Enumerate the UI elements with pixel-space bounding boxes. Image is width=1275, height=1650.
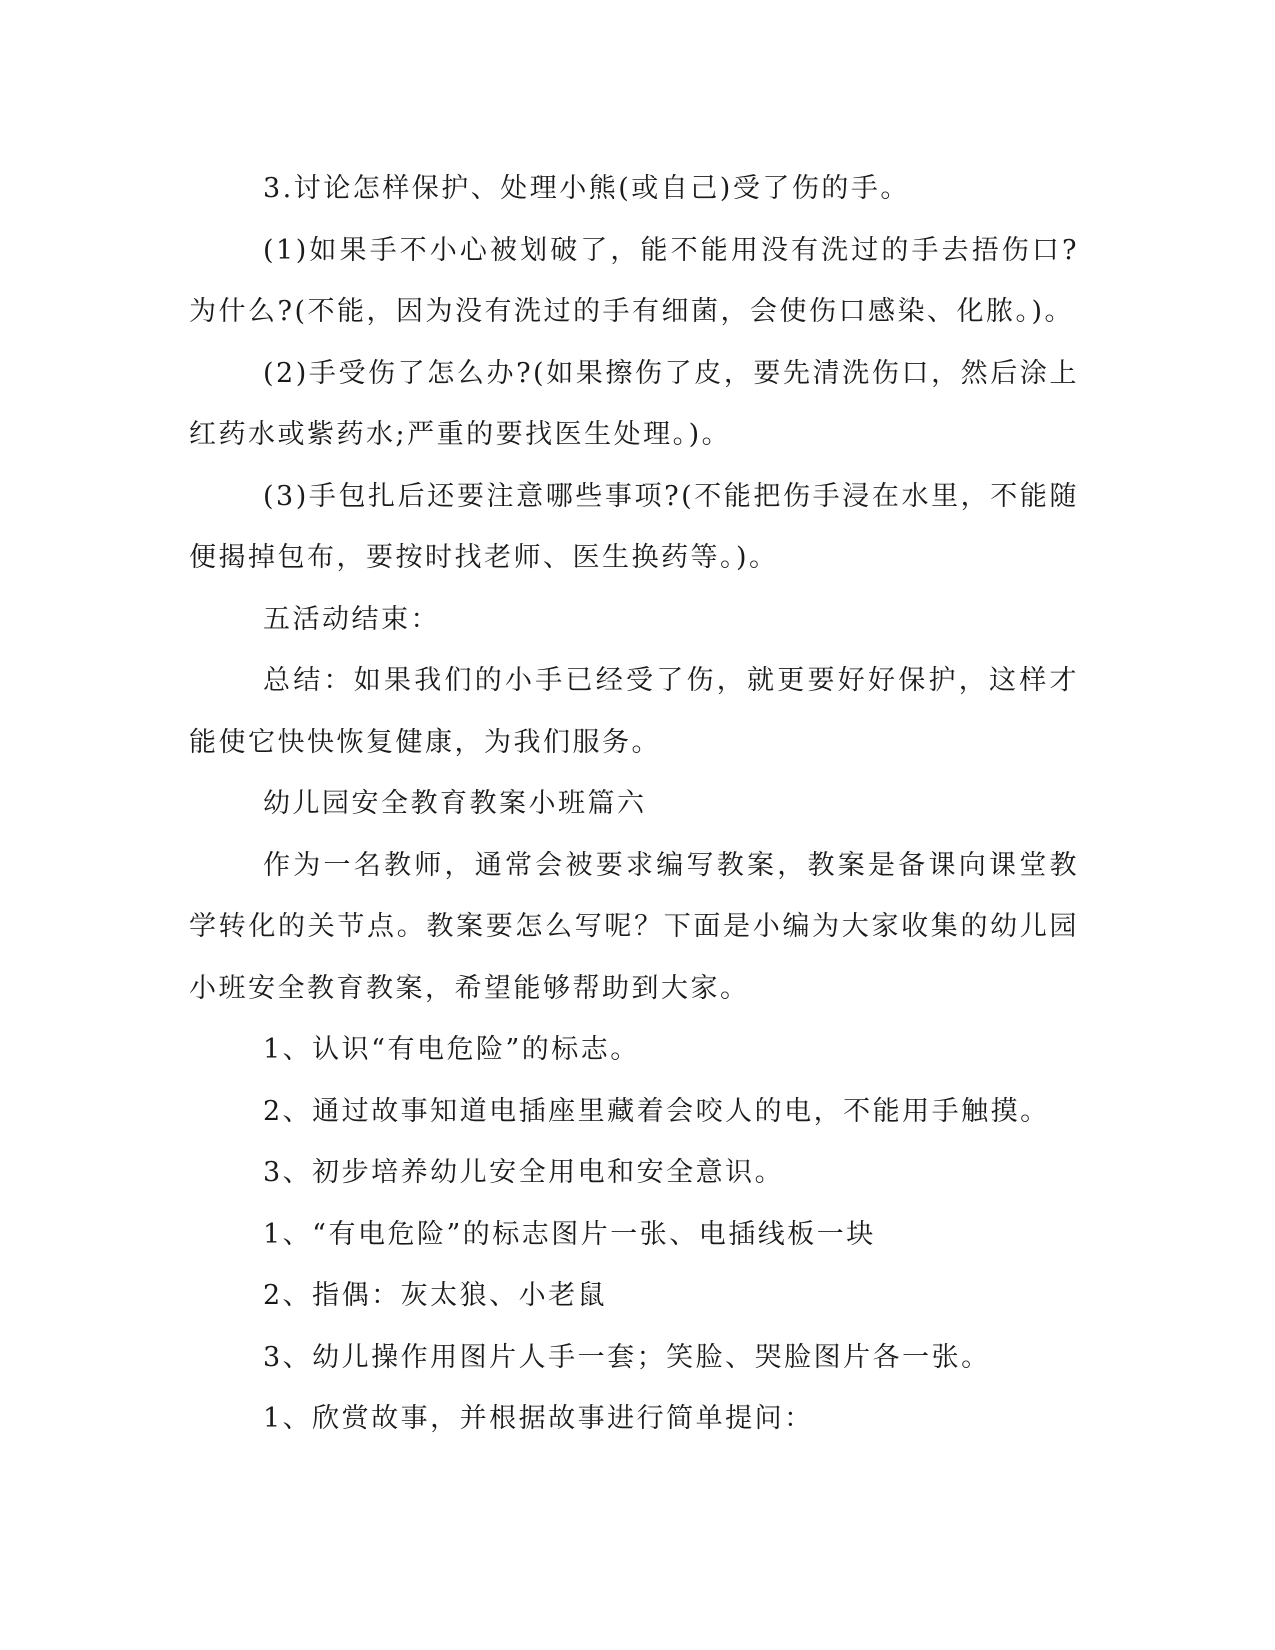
paragraph: 3.讨论怎样保护、处理小熊(或自己)受了伤的手。 <box>263 173 910 204</box>
section-heading: 幼儿园安全教育教案小班篇六 <box>263 788 647 819</box>
list-item: 3、幼儿操作用图片人手一套；笑脸、哭脸图片各一张。 <box>263 1341 991 1373</box>
list-item: 1、认识“有电危险”的标志。 <box>263 1034 640 1065</box>
paragraph: (1)如果手不小心被划破了，能不能用没有洗过的手去捂伤口?为什么?(不能，因为没有洗过的手有细菌，会使伤口感染、化脓。)。 <box>189 234 1079 327</box>
paragraph: 总结：如果我们的小手已经受了伤，就更要好好保护，这样才能使它快快恢复健康，为我们服务。 <box>189 665 1079 758</box>
paragraph: 作为一名教师，通常会被要求编写教案，教案是备课向课堂教学转化的关节点。教案要怎么写呢？下面是小编为大家收集的幼儿园小班安全教育教案，希望能够帮助到大家。 <box>189 849 1079 1004</box>
paragraph: (2)手受伤了怎么办?(如果擦伤了皮，要先清洗伤口，然后涂上红药水或紫药水;严重的要找医生处理。)。 <box>189 357 1079 450</box>
paragraph: (3)手包扎后还要注意哪些事项?(不能把伤手浸在水里，不能随便揭掉包布，要按时找老师、医生换药等。)。 <box>189 480 1079 573</box>
list-item: 1、“有电危险”的标志图片一张、电插线板一块 <box>263 1218 876 1250</box>
list-item: 1、欣赏故事，并根据故事进行简单提问： <box>263 1403 814 1434</box>
list-item: 3、初步培养幼儿安全用电和安全意识。 <box>263 1157 785 1188</box>
list-item: 2、指偶：灰太狼、小老鼠 <box>263 1280 608 1311</box>
list-item: 2、通过故事知道电插座里藏着会咬人的电，不能用手触摸。 <box>263 1095 1050 1127</box>
document-body <box>189 158 1079 1450</box>
section-heading: 五活动结束： <box>263 603 440 635</box>
